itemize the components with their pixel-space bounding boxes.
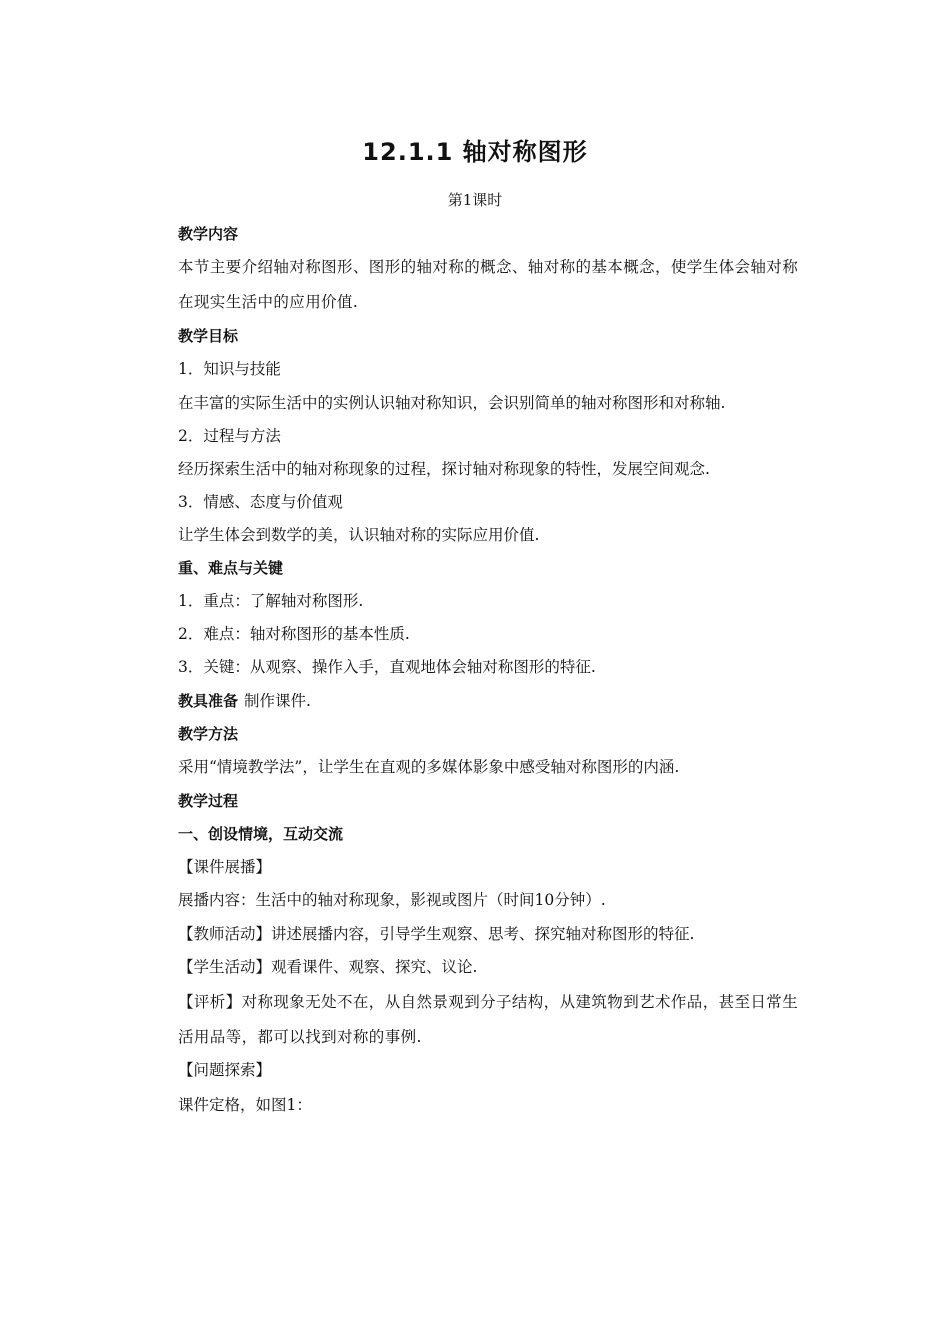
comment-paragraph [145, 985, 807, 1055]
student-activity: 【学生活动】观看课件、观察、探究、议论. [178, 958, 478, 976]
tools-row [178, 691, 311, 711]
goal-1-text: 在丰富的实际生活中的实例认识轴对称知识，会识别简单的轴对称图形和对称轴. [178, 394, 726, 412]
tools-text: 制作课件. [244, 692, 311, 710]
method-text: 采用“情境教学法”，让学生在直观的多媒体影象中感受轴对称图形的内涵. [178, 758, 680, 776]
question-label: 【问题探索】 [178, 1061, 272, 1079]
content-text: 本节主要介绍轴对称图形、图形的轴对称的概念、轴对称的基本概念，使学生体会轴对称在现实生活中的应用价值. [178, 258, 799, 311]
heading-goals: 教学目标 [178, 327, 239, 345]
heading-process: 教学过程 [178, 792, 239, 810]
goal-2-label: 2．过程与方法 [178, 427, 281, 445]
goal-2-text: 经历探索生活中的轴对称现象的过程，探讨轴对称现象的特性，发展空间观念. [178, 460, 710, 478]
heading-content: 教学内容 [178, 225, 239, 243]
courseware-text: 展播内容：生活中的轴对称现象，影视或图片（时间10分钟）. [178, 891, 606, 909]
document-title: 12.1.1 轴对称图形 [362, 138, 588, 166]
goal-3-text: 让学生体会到数学的美，认识轴对称的实际应用价值. [178, 526, 540, 544]
teacher-activity: 【教师活动】讲述展播内容，引导学生观察、思考、探究轴对称图形的特征. [178, 925, 695, 943]
key-point-2: 2．难点：轴对称图形的基本性质. [178, 625, 410, 643]
heading-section-1: 一、创设情境，互动交流 [178, 825, 344, 843]
courseware-label: 【课件展播】 [178, 858, 272, 876]
goal-3-label: 3．情感、态度与价值观 [178, 493, 343, 511]
heading-tools: 教具准备 [178, 692, 239, 710]
lesson-subtitle: 第1课时 [447, 191, 503, 209]
heading-method: 教学方法 [178, 725, 239, 743]
question-text: 课件定格，如图1： [178, 1096, 312, 1114]
key-point-1: 1．重点：了解轴对称图形. [178, 592, 364, 610]
comment-text: 【评析】对称现象无处不在，从自然景观到分子结构，从建筑物到艺术作品，甚至日常生活用品等，都可以找到对称的事例. [178, 993, 799, 1046]
heading-keys: 重、难点与关键 [178, 559, 284, 577]
key-point-3: 3．关键：从观察、操作入手，直观地体会轴对称图形的特征. [178, 658, 596, 676]
content-paragraph [145, 250, 807, 320]
goal-1-label: 1．知识与技能 [178, 360, 281, 378]
